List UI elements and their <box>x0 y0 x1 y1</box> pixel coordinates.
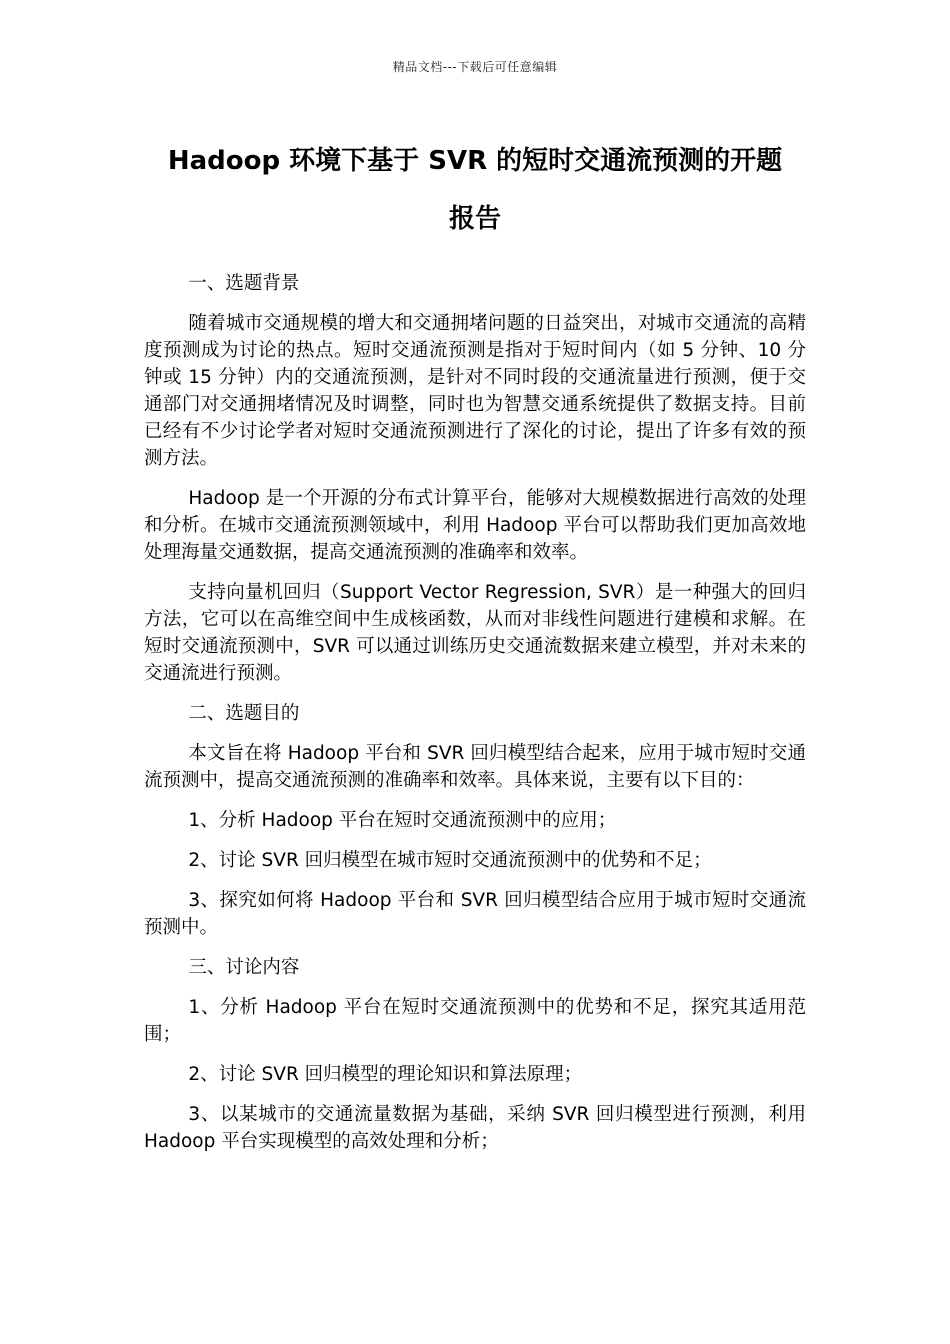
title-line-1: Hadoop 环境下基于 SVR 的短时交通流预测的开题 <box>167 146 783 176</box>
paragraph-background-3: 支持向量机回归（Support Vector Regression, SVR）是一种强大的回归方法，它可以在高维空间中生成核函数，从而对非线性问题进行建模和求解。在短时交通流预测中，SVR 可以通过训练历史交通流数据来建立模型，并对未来的交通流进行预测。 <box>144 582 806 684</box>
header-note: 精品文档---下载后可任意编辑 <box>392 60 558 74</box>
list-item-content-3: 3、以某城市的交通流量数据为基础，采纳 SVR 回归模型进行预测，利用 Hadoop 平台实现模型的高效处理和分析； <box>144 1104 806 1152</box>
section-heading-content: 三、讨论内容 <box>188 957 300 978</box>
list-item-purpose-2: 2、讨论 SVR 回归模型在城市短时交通流预测中的优势和不足； <box>188 850 712 871</box>
list-item-purpose-3: 3、探究如何将 Hadoop 平台和 SVR 回归模型结合应用于城市短时交通流预测中。 <box>144 890 806 938</box>
document-body <box>144 270 806 1168</box>
paragraph-background-2: Hadoop 是一个开源的分布式计算平台，能够对大规模数据进行高效的处理和分析。在城市交通流预测领域中，利用 Hadoop 平台可以帮助我们更加高效地处理海量交通数据，提高交通流预测的准确率和效率。 <box>144 488 806 563</box>
document-title <box>140 132 810 248</box>
section-heading-background: 一、选题背景 <box>188 273 300 294</box>
list-item-purpose-1: 1、分析 Hadoop 平台在短时交通流预测中的应用； <box>188 810 617 831</box>
paragraph-background-1: 随着城市交通规模的增大和交通拥堵问题的日益突出，对城市交通流的高精度预测成为讨论的热点。短时交通流预测是指对于短时间内（如 5 分钟、10 分钟或 15 分钟）内的交通流预测，是针对不同时段的交通流量进行预测，便于交通部门对交通拥堵情况及时调整，同时也为智慧交通系统提供了数据支持。目前已经有不少讨论学者对短时交通流预测进行了深化的讨论，提出了许多有效的预测方法。 <box>144 313 806 469</box>
section-heading-purpose: 二、选题目的 <box>188 703 300 724</box>
paragraph-purpose-intro: 本文旨在将 Hadoop 平台和 SVR 回归模型结合起来，应用于城市短时交通流预测中，提高交通流预测的准确率和效率。具体来说，主要有以下目的： <box>144 743 806 791</box>
list-item-content-2: 2、讨论 SVR 回归模型的理论知识和算法原理； <box>188 1064 583 1085</box>
list-item-content-1: 1、分析 Hadoop 平台在短时交通流预测中的优势和不足，探究其适用范围； <box>144 997 806 1045</box>
title-line-2: 报告 <box>448 204 501 234</box>
